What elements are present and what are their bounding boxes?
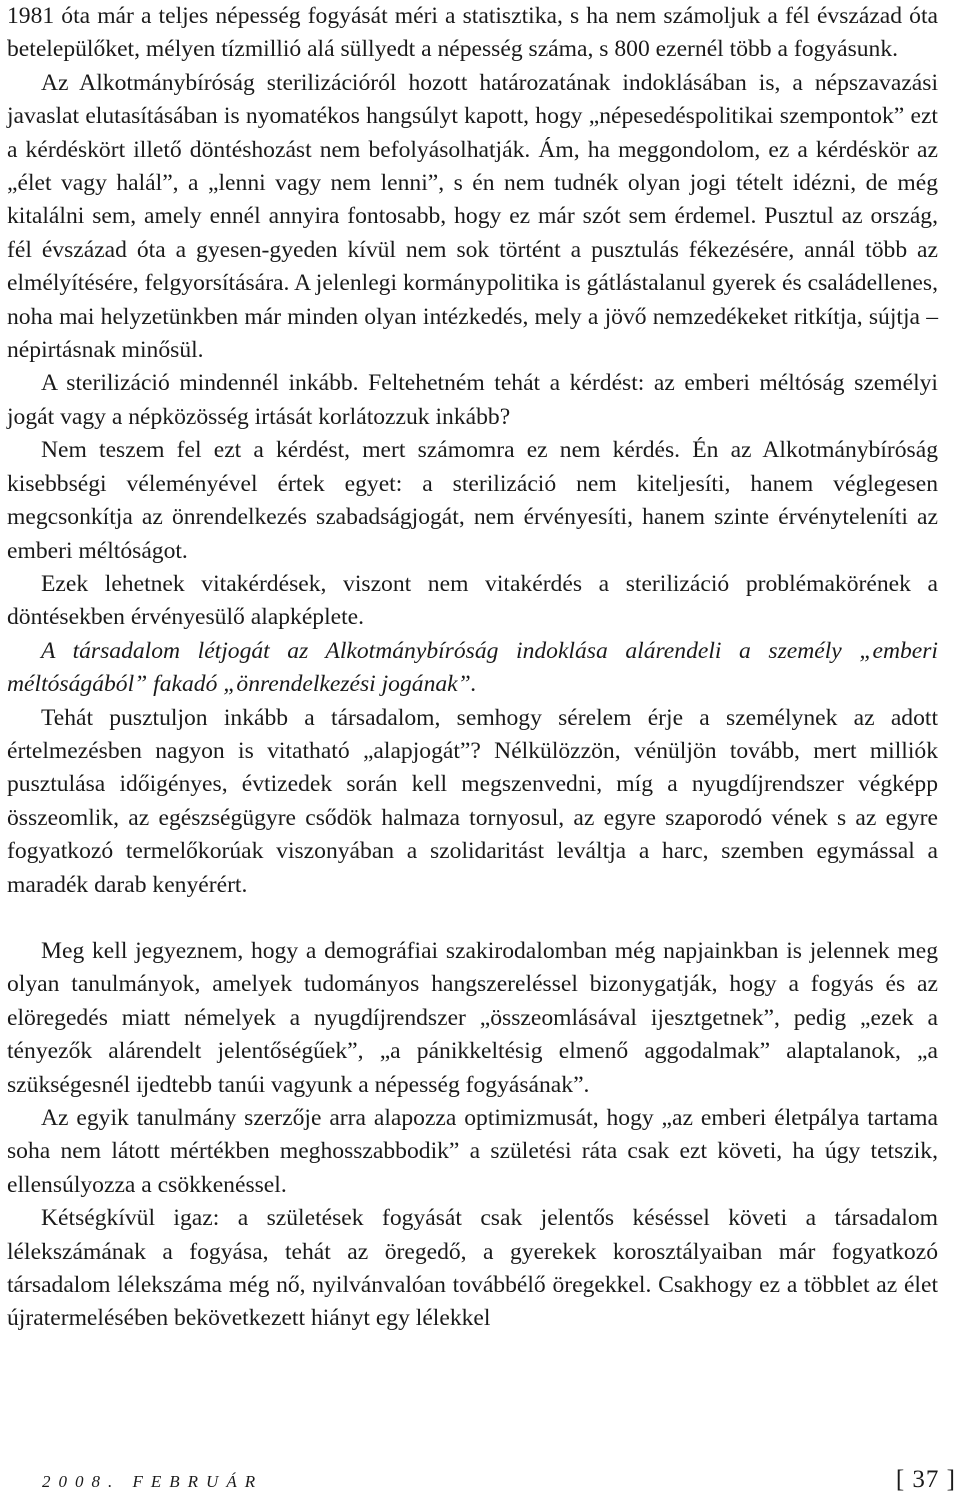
document-page xyxy=(7,0,938,1336)
paragraph-2: Az Alkotmánybíróság sterilizációról hozott határozatának indoklásában is, a népszavazási javaslat elutasításában is nyomatékos hangsúlyt kapott, hogy „népesedéspolitikai szempontok” ezt a kérdéskört illető döntéshozást nem befolyásolhatják. Ám, ha meggondolom, ez a kérdéskör az „élet vagy halál”, a „lenni vagy nem lenni”, s én nem tudnék olyan jogi tételt idézni, de még kitalálni sem, amely ennél annyira fontosabb, hogy ez már szót sem érdemel. Pusztul az ország, fél évszázad óta a gyesen-gyeden kívül nem sok történt a pusztulás fékezésére, annál több az elmélyítésére, felgyorsítására. A jelenlegi kormánypolitika is gátlástalanul gyerek és családellenes, noha mai helyzetünkben már minden olyan intézkedés, mely a jövő nemzedékeket ritkítja, sújtja – népirtásnak minősül. xyxy=(7,69,938,364)
paragraph-8: Meg kell jegyeznem, hogy a demográfiai szakirodalomban még napjainkban is jelennek meg olyan tanulmányok, amelyek tudományos hangszereléssel bizonygatják, hogy a fogyás és az elöregedés miatt némelyek a nyugdíjrendszer „összeomlásával ijesztgetnek”, pedig „ezek a tényezők alárendelt jelentőségűek”, „a pánikkeltésig elmenő aggodalmak” alaptalanok, „a szükségesnél ijedtebb tanúi vagyunk a népesség fogyásának”. xyxy=(7,937,938,1098)
page-number: [ 37 ] xyxy=(895,1466,956,1493)
paragraph-3: A sterilizáció mindennél inkább. Feltehetném tehát a kérdést: az emberi méltóság személyi jogát vagy a népközösség irtását korlátozzuk inkább? xyxy=(7,370,938,430)
paragraph-1: 1981 óta már a teljes népesség fogyását méri a statisztika, s ha nem számoljuk a fél évszázad óta betelepülőket, mélyen tízmillió alá süllyedt a népesség száma, s 800 ezernél több a fogyásunk. xyxy=(7,3,938,63)
paragraph-5: Ezek lehetnek vitakérdések, viszont nem vitakérdés a sterilizáció problémakörének a döntésekben érvényesülő alapképlete. xyxy=(7,570,938,631)
body-text xyxy=(7,0,938,1336)
paragraph-10: Kétségkívül igaz: a születések fogyását csak jelentős késéssel követi a társadalom lélekszámának a fogyása, tehát az öregedő, a gyerekek korosztályaiban már fogyatkozó társadalom lélekszáma még nő, nyilvánvalóan továbbélő öregekkel. Csakhogy ez a többlet az élet újratermelésében bekövetkezett hiányt egy lélekkel xyxy=(7,1205,938,1332)
paragraph-7: Tehát pusztuljon inkább a társadalom, semhogy sérelem érje a személynek az adott értelmezésben nagyon is vitatható „alapjogát”? Nélkülözzön, vénüljön tovább, mert milliók pusztulása időigényes, évtizedek során kell megszenvedni, míg a nyugdíjrendszer végképp összeomlik, az egészségügyre csődök halmaza tornyosul, az egyre szaporodó vének s az egyre fogyatkozó termelőkorúak viszonyában a szolidaritást leváltja a harc, szemben egymással a maradék darab kenyérért. xyxy=(7,704,938,898)
paragraph-6-italic: A társadalom létjogát az Alkotmánybíróság indoklása alárendeli a személy „emberi méltóságából” fakadó „önrendelkezési jogának”. xyxy=(7,637,938,698)
paragraph-9: Az egyik tanulmány szerzője arra alapozza optimizmusát, hogy „az emberi életpálya tartama soha nem látott mértékben meghosszabbodik” a születési ráta csak ezt követi, ha úgy tetszik, ellensúlyozza a csökkenéssel. xyxy=(7,1105,938,1198)
footer-date: 2008. FEBRUÁR xyxy=(42,1472,264,1491)
paragraph-4: Nem teszem fel ezt a kérdést, mert számomra ez nem kérdés. Én az Alkotmánybíróság kisebbségi véleményével értek egyet: a sterilizáció nem kiteljesíti, hanem véglegesen megcsonkítja az önrendelkezés szabadságjogát, nem érvényesíti, hanem szinte érvényteleníti az emberi méltóságot. xyxy=(7,437,938,564)
page-footer xyxy=(42,1466,956,1498)
